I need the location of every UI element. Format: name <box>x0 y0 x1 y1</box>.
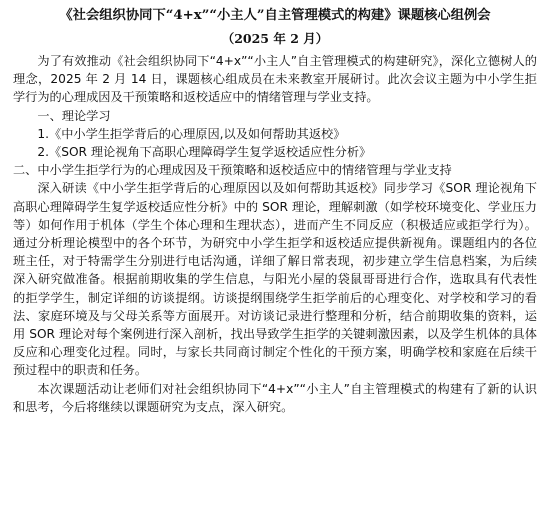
document-title: 《社会组织协同下“4+x”“小主人”自主管理模式的构建》课题核心组例会 <box>59 8 491 23</box>
section1-item-2: 2.《SOR 理论视角下高职心理障碍学生复学返校适应性分析》 <box>37 145 372 160</box>
document-date: （2025 年 2 月） <box>221 31 329 46</box>
section2-heading: 二、中小学生拒学行为的心理成因及干预策略和返校适应中的情绪管理与学业支持 <box>13 163 452 178</box>
conclusion-paragraph: 本次课题活动让老师们对社会组织协同下“4+x”“小主人”自主管理模式的构建有了新的认识和思考，今后将继续以课题研究为支点，深入研究。 <box>13 381 537 414</box>
intro-paragraph: 为了有效推动《社会组织协同下“4+x”“小主人”自主管理模式的构建研究》，深化立德树人的理念，2025 年 2 月 14 日，课题核心组成员在未来教室开展研讨。此次会议主题为中小学生拒学行为的心理成因及干预策略和返校适应中的情绪管理与学业支持。 <box>13 54 537 105</box>
section2-body: 深入研读《中小学生拒学背后的心理原因以及如何帮助其返校》同步学习《SOR 理论视角下高职心理障碍学生复学返校适应性分析》中的 SOR 理论，理解刺激（如学校环境变化、学业压力等）如何作用于机体（学生个体心理和生理状态），进而产生不同反应（积极适应或拒学行为）。通过分析理论模型中的各个环节，为研究中小学生拒学和返校适应提供新视角。课题组内的各位班主任，对于特需学生分别进行电话沟通，详细了解日常表现，初步建立学生信息档案，为后续深入研究做准备。根据前期收集的学生信息，与阳光小屋的袋鼠哥哥进行合作，选取具有代表性的拒学学生，制定详细的访谈提纲。访谈提纲围绕学生拒学前后的心理变化、对学校和学习的看法、家庭环境及与父母关系等方面展开。对访谈记录进行整理和分析，结合前期收集的资料，运用 SOR 理论对每个案例进行深入剖析，找出导致学生拒学的关键刺激因素，以及学生机体的具体反应和心理变化过程。同时，与家长共同商讨制定个性化的干预方案，明确学校和家庭在后续干预过程中的职责和任务。 <box>13 181 537 378</box>
section1-heading: 一、理论学习 <box>37 108 111 123</box>
section1-item-1: 1.《中小学生拒学背后的心理原因,以及如何帮助其返校》 <box>37 126 346 141</box>
